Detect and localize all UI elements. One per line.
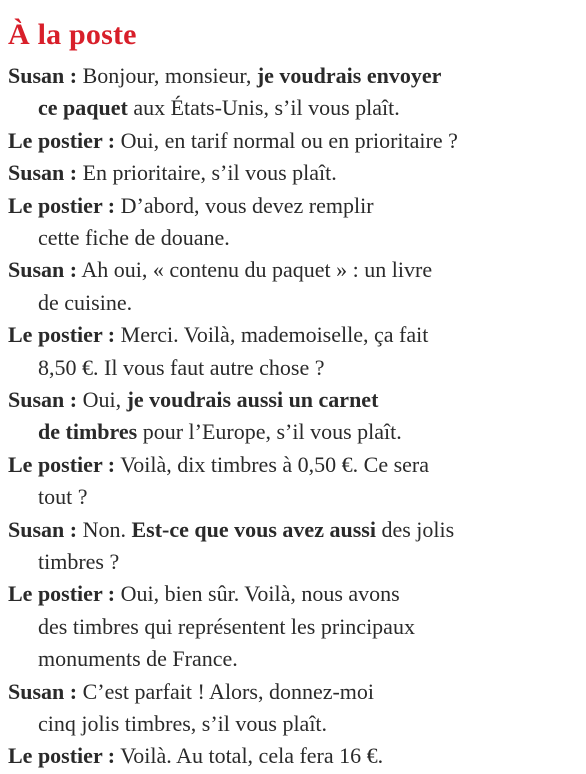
dialogue-text: Oui, xyxy=(77,387,127,412)
dialogue-text: tout ? xyxy=(38,484,88,510)
dialogue-continuation-line xyxy=(38,222,230,254)
highlighted-phrase: Est-ce que vous avez aussi xyxy=(131,516,376,542)
dialogue-text: des jolis xyxy=(375,516,455,542)
dialogue-continuation-line xyxy=(38,546,119,578)
dialogue-text: Voilà. Au total, cela fera 16 €. xyxy=(115,743,384,769)
dialogue-text: 8,50 €. Il vous faut autre chose ? xyxy=(38,354,325,380)
dialogue-text: de cuisine. xyxy=(38,289,133,315)
page-title: À la poste xyxy=(8,18,137,51)
highlighted-phrase: je voudrais envoyer xyxy=(256,63,442,88)
dialogue-text: des timbres qui représentent les principaux xyxy=(38,613,415,639)
dialogue-line xyxy=(8,676,374,708)
dialogue-text: pour l’Europe, s’il vous plaît. xyxy=(137,419,402,445)
speaker-name: Le postier : xyxy=(8,581,116,607)
dialogue-line xyxy=(8,384,378,416)
dialogue-line xyxy=(8,60,441,92)
speaker-name: Le postier : xyxy=(8,322,116,348)
dialogue-line xyxy=(8,449,429,481)
speaker-name: Susan : xyxy=(8,63,78,88)
speaker-name: Le postier : xyxy=(8,451,116,477)
speaker-name: Susan : xyxy=(8,257,78,283)
dialogue-text: timbres ? xyxy=(38,549,120,574)
speaker-name: Le postier : xyxy=(8,127,116,153)
dialogue-continuation-line xyxy=(38,352,325,384)
dialogue-line xyxy=(8,125,458,157)
dialogue-text: Ah oui, « contenu du paquet » : un livre xyxy=(77,257,433,283)
dialogue-text: Merci. Voilà, mademoiselle, ça fait xyxy=(115,322,429,348)
highlighted-phrase: ce paquet xyxy=(38,95,128,121)
dialogue-text: cinq jolis timbres, s’il vous plaît. xyxy=(38,711,328,736)
dialogue-continuation-line xyxy=(38,611,415,643)
speaker-name: Le postier : xyxy=(8,743,116,769)
dialogue-text: aux États-Unis, s’il vous plaît. xyxy=(127,95,400,121)
dialogue-text: D’abord, vous devez remplir xyxy=(115,192,374,218)
speaker-name: Susan : xyxy=(8,516,78,542)
dialogue-text: En prioritaire, s’il vous plaît. xyxy=(77,160,337,186)
dialogue-continuation-line xyxy=(38,708,327,740)
highlighted-phrase: je voudrais aussi un carnet xyxy=(126,387,379,412)
dialogue-line xyxy=(8,254,432,286)
dialogue-continuation-line xyxy=(38,416,402,448)
dialogue-line xyxy=(8,190,374,222)
dialogue-line xyxy=(8,319,428,351)
dialogue-line xyxy=(8,578,400,610)
dialogue-text: Oui, bien sûr. Voilà, nous avons xyxy=(115,581,400,607)
dialogue-line xyxy=(8,514,454,546)
dialogue-text: Non. xyxy=(77,516,132,542)
dialogue-line xyxy=(8,157,337,189)
speaker-name: Susan : xyxy=(8,387,78,412)
dialogue-text: Oui, en tarif normal ou en prioritaire ? xyxy=(115,127,458,153)
speaker-name: Susan : xyxy=(8,160,78,186)
dialogue-continuation-line xyxy=(38,481,88,513)
speaker-name: Susan : xyxy=(8,678,78,704)
dialogue-continuation-line xyxy=(38,287,132,319)
dialogue-text: monuments de France. xyxy=(38,646,238,672)
speaker-name: Le postier : xyxy=(8,192,116,218)
dialogue-continuation-line xyxy=(38,643,238,675)
highlighted-phrase: de timbres xyxy=(38,419,138,445)
dialogue-text: C’est parfait ! Alors, donnez-moi xyxy=(77,678,375,704)
dialogue-line xyxy=(8,740,383,772)
dialogue-text: Bonjour, monsieur, xyxy=(77,63,257,88)
dialogue-text: Voilà, dix timbres à 0,50 €. Ce sera xyxy=(115,451,430,477)
dialogue-continuation-line xyxy=(38,92,400,124)
dialogue-text: cette fiche de douane. xyxy=(38,225,230,250)
